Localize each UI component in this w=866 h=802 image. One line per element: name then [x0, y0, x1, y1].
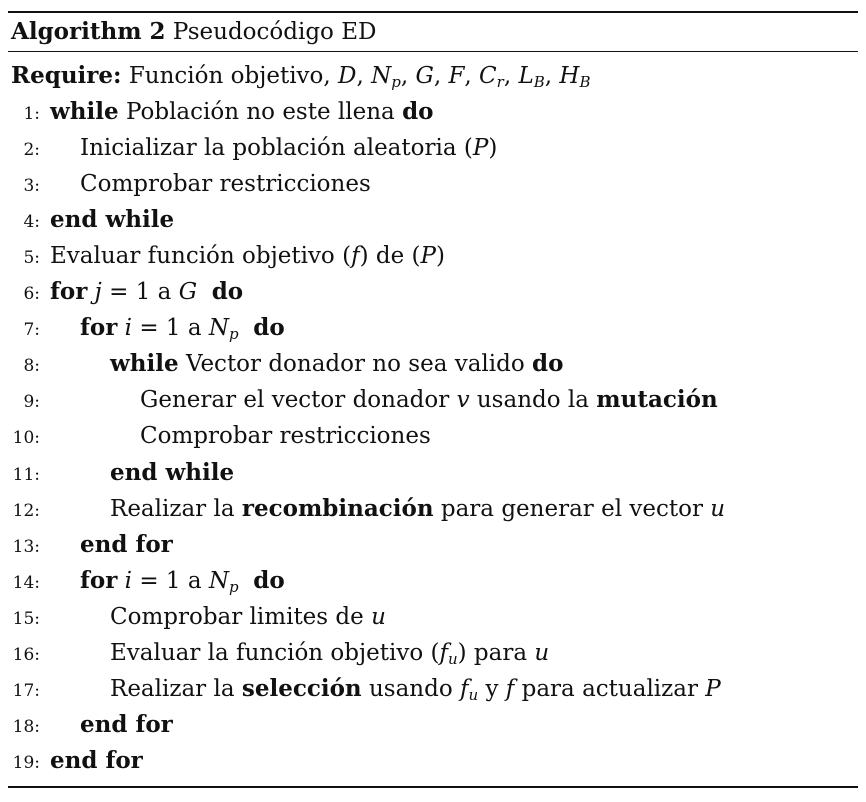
line-content — [50, 671, 721, 707]
algorithm-line — [8, 418, 431, 454]
algorithm-line — [8, 166, 371, 202]
line-content — [50, 707, 173, 743]
line-content — [50, 202, 174, 238]
line-text: = 1 a — [132, 315, 209, 342]
line-number: 19: — [12, 752, 40, 773]
line-number: 6: — [23, 284, 40, 305]
algorithm-line — [8, 94, 434, 130]
caption-rule — [8, 51, 858, 52]
line-text: Generar el vector donador — [140, 387, 457, 414]
bottom-rule — [8, 786, 858, 788]
algorithm-line — [8, 635, 549, 671]
line-text: y — [478, 675, 506, 702]
line-content — [50, 130, 497, 166]
math-symbol: f — [351, 243, 360, 270]
math-symbol: i — [124, 567, 133, 594]
line-number: 10: — [12, 428, 40, 449]
line-text: ) — [435, 243, 445, 270]
math-symbol: f — [459, 675, 469, 702]
line-text — [117, 568, 124, 594]
algorithm-line — [8, 238, 445, 274]
line-text: Realizar la — [110, 675, 242, 702]
algorithm-line — [8, 563, 285, 599]
math-symbol: u — [710, 495, 726, 522]
line-content — [50, 455, 234, 491]
line-number: 16: — [12, 644, 40, 665]
line-content — [50, 418, 431, 454]
line-number: 11: — [12, 464, 40, 485]
math-symbol: j — [94, 279, 102, 306]
line-content — [50, 527, 173, 563]
keyword: mutación — [596, 386, 718, 414]
math-symbol: P — [420, 243, 436, 270]
line-content — [50, 346, 563, 382]
line-number: 9: — [23, 392, 40, 413]
require-param-subscript: r — [496, 73, 504, 91]
math-symbol: f — [505, 675, 515, 702]
keyword: do — [211, 278, 244, 306]
line-text: usando — [361, 675, 460, 702]
require-param: G — [415, 63, 434, 89]
line-number: 14: — [12, 572, 40, 593]
math-symbol: N — [208, 567, 230, 594]
line-number: 12: — [12, 500, 40, 521]
line-number: 18: — [12, 716, 40, 737]
math-symbol: N — [208, 315, 230, 342]
line-text: ) de ( — [359, 243, 421, 270]
line-text — [239, 315, 254, 341]
line-text: Población no este llena — [118, 99, 403, 125]
math-symbol: P — [705, 675, 721, 702]
line-text: Evaluar función objetivo ( — [50, 243, 352, 270]
line-number: 4: — [23, 212, 40, 233]
math-symbol: f — [439, 639, 448, 666]
require-param: D — [338, 63, 357, 89]
line-content — [50, 274, 243, 310]
line-text: para generar el vector — [433, 495, 711, 522]
keyword: end while — [50, 206, 175, 234]
line-content — [50, 382, 718, 418]
algorithm-line — [8, 346, 563, 382]
keyword: while — [50, 98, 119, 125]
math-symbol: G — [178, 279, 198, 306]
line-text — [87, 279, 94, 305]
line-content — [50, 635, 549, 671]
algorithm-caption — [11, 16, 376, 48]
line-number: 7: — [23, 320, 40, 341]
algorithm-line — [8, 382, 718, 418]
caption-title: Pseudocódigo ED — [172, 19, 377, 45]
line-text: usando la — [469, 387, 597, 414]
keyword: selección — [241, 674, 362, 702]
line-text — [197, 279, 212, 305]
algorithm-line — [8, 671, 721, 707]
require-param-subscript: B — [533, 73, 545, 91]
subscript: p — [229, 577, 239, 596]
line-number: 17: — [12, 680, 40, 701]
keyword: for — [80, 314, 118, 342]
algorithm-line — [8, 599, 386, 635]
line-content — [50, 94, 434, 130]
keyword: end while — [110, 458, 235, 486]
line-content — [50, 491, 725, 527]
line-text: Vector donador no sea valido — [178, 351, 533, 378]
keyword: recombinación — [241, 494, 434, 522]
algorithm-line — [8, 202, 174, 238]
require-param: C — [479, 63, 497, 89]
subscript: u — [447, 649, 458, 668]
line-text: = 1 a — [132, 567, 209, 594]
keyword: end for — [80, 530, 173, 558]
line-text: Comprobar limites de — [110, 603, 372, 630]
require-param: H — [559, 63, 580, 89]
algorithm-line — [8, 310, 285, 346]
subscript: u — [468, 685, 479, 704]
line-content — [50, 166, 371, 202]
math-symbol: i — [124, 315, 133, 342]
line-text: ) para — [457, 639, 535, 666]
keyword: for — [50, 278, 88, 306]
algorithm-line — [8, 130, 497, 166]
line-text: = 1 a — [101, 279, 179, 306]
line-text — [117, 315, 124, 341]
line-number: 2: — [23, 140, 40, 161]
line-number: 5: — [23, 248, 40, 269]
line-content — [50, 238, 445, 274]
keyword: do — [532, 350, 564, 378]
require-line — [11, 58, 590, 94]
line-text: para actualizar — [514, 675, 706, 702]
algorithm-line — [8, 707, 173, 743]
line-content — [50, 599, 386, 635]
require-params: D, $N_p$, G, F, $C_r$, $L_B$, $H_B$ — [338, 63, 591, 91]
algorithm-line — [8, 491, 725, 527]
keyword: for — [80, 566, 118, 594]
top-rule — [8, 11, 858, 13]
require-param: L — [518, 63, 534, 89]
keyword: end for — [50, 746, 143, 774]
line-text: Inicializar la población aleatoria ( — [80, 135, 473, 162]
math-symbol: P — [472, 135, 489, 162]
line-content — [50, 743, 143, 779]
line-text: Realizar la — [110, 495, 242, 522]
math-symbol: u — [371, 603, 386, 630]
line-text: Evaluar la función objetivo ( — [110, 639, 440, 666]
algorithm-line — [8, 527, 173, 563]
require-param: N — [371, 63, 392, 89]
algorithm-line — [8, 455, 234, 491]
subscript: p — [229, 325, 239, 344]
require-keyword: Require: — [11, 62, 122, 89]
algorithm-line — [8, 274, 243, 310]
line-content — [50, 563, 285, 599]
line-number: 15: — [12, 608, 40, 629]
line-number: 3: — [23, 176, 40, 197]
math-symbol: u — [534, 639, 550, 666]
line-number: 8: — [23, 356, 40, 377]
require-param-subscript: p — [391, 73, 401, 91]
keyword: do — [253, 314, 285, 342]
keyword: do — [402, 98, 434, 125]
line-text — [239, 568, 254, 594]
keyword: do — [253, 566, 285, 594]
caption-label: Algorithm 2 — [11, 18, 166, 45]
require-param-subscript: B — [579, 73, 591, 91]
require-param: F — [448, 63, 465, 89]
math-symbol: v — [456, 387, 470, 414]
line-content — [50, 310, 285, 346]
algorithm-block — [8, 0, 858, 802]
keyword: end for — [80, 710, 173, 738]
algorithm-line — [8, 743, 143, 779]
line-text: Comprobar restricciones — [80, 171, 371, 198]
line-text: ) — [488, 135, 498, 162]
line-number: 13: — [12, 536, 40, 557]
line-text: Comprobar restricciones — [140, 423, 431, 450]
line-number: 1: — [23, 104, 40, 124]
require-text: Función objetivo, — [128, 63, 331, 89]
keyword: while — [110, 350, 179, 378]
